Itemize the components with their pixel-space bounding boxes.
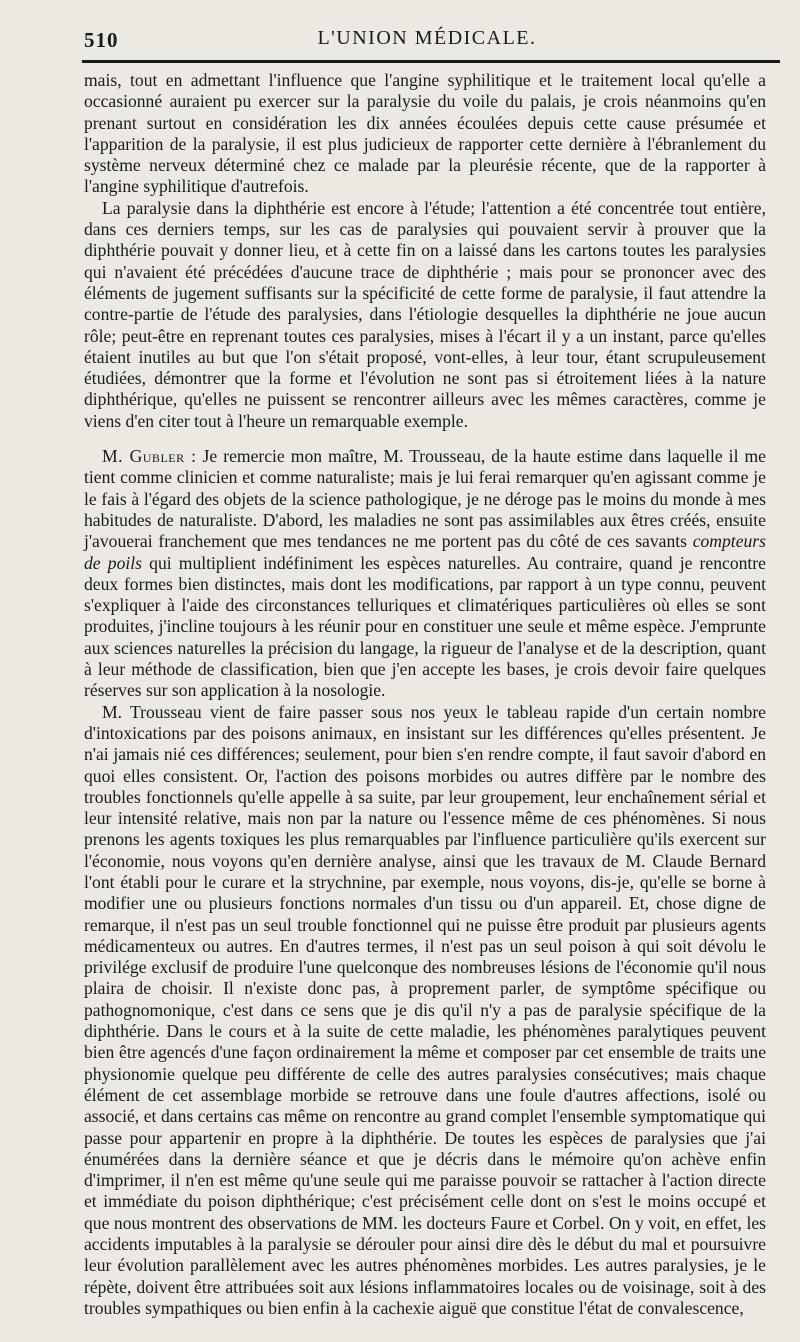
paragraph-4: M. Trousseau vient de faire passer sous nos yeux le tableau rapide d'un certain nombre d'intoxications par des poisons animaux, en insistant sur les différences qu'elles présentent. Je n'ai jamais nié ces différences; seulement, pour bien s'en rendre compte, il faut savoir d'abord en quoi elles consistent. Or, l'action des poisons morbides ou autres diffère par le nombre des troubles fonctionnels qu'elle appelle à sa suite, par leur groupement, leur enchaînement sérial et leur intensité relative, mais non par la nature ou l'essence même de ces phénomènes. Si nous prenons les agents toxiques les plus remarquables par l'influence particulière qu'ils exercent sur l'économie, nous voyons qu'en dernière analyse, ainsi que les travaux de M. Claude Bernard l'ont établi pour le curare et la strychnine, par exemple, nous voyons, dis-je, qu'elle se borne à modifier une ou plusieurs fonctions normales d'un tissu ou d'un appareil. Et, chose digne de remarque, il n'est pas un seul trouble fonctionnel qui ne puisse être produit par plusieurs agents médicamenteux ou autres. En d'autres termes, il n'est pas un seul poison à qui soit dévolu le privilége exclusif de produire l'une quelconque des nombreuses lésions de l'économie qu'il nous plaira de choisir. Il n'existe donc pas, à proprement parler, de symptôme spécifique ou pathognomonique, c'est dans ce sens que je dis qu'il n'y a pas de paralysie spécifique de la diphthérie. Dans le cours et à la suite de cette maladie, les phénomènes paralytiques peuvent bien être agencés d'une façon ordinairement la même et composer par cet ensemble de traits une physionomie quelque peu différente de celle des autres paralysies consécutives; mais chaque élément de cet assemblage morbide se retrouve dans une foule d'autres affections, isolé ou associé, et dans certains cas même on rencontre au grand complet l'ensemble symptomatique qui passe pour appartenir en propre à la diphthérie. De toutes les espèces de paralysies que j'ai énumérées dans la dernière séance et que je décris dans le mémoire qu'on achève enfin d'imprimer, il n'en est même qu'une seule qui me paraisse pouvoir se rattacher à l'action directe et immédiate du poison diphthérique; c'est précisément celle dont on s'est le moins occupé et que nous montrent des observations de MM. les docteurs Faure et Corbel. On y voit, en effet, les accidents imputables à la paralysie se dérouler pour ainsi dire dès le début du mal et poursuivre leur évolution parallèlement avec les autres phénomènes morbides. Les autres paralysies, je le répète, doivent être attribuées soit aux lésions inflammatoires locales ou de voisinage, soit à des troubles sympathiques ou bien enfin à la cachexie aiguë que constitue l'état de convalescence, [84,701,766,1318]
journal-title: L'UNION MÉDICALE. [317,27,537,49]
body-text [84,70,766,1319]
paragraph-1: mais, tout en admettant l'influence que l'angine syphilitique et le traitement local qu'elle a occasionné auraient pu exercer sur la paralysie du voile du palais, je crois néanmoins qu'en prenant surtout en considération les dix années écoulées depuis cette cause présumée et l'apparition de la paralysie, il est plus judicieux de rapporter cette dernière à l'ébranlement du système nerveux déterminé chez ce malade par la pleurésie récente, que de la rapporter à l'angine syphilitique d'autrefois. [84,70,766,197]
page-header [80,22,774,62]
paragraph-2: La paralysie dans la diphthérie est encore à l'étude; l'attention a été concentrée tout entière, dans ces derniers temps, sur les cas de paralysies qui pouvaient servir à prouver que la diphthérie pouvait y donner lieu, et à cette fin on a laissé dans les cartons toutes les paralysies qui n'avaient été précédées d'aucune trace de diphthérie ; mais pour se prononcer avec des éléments de jugement suffisants sur la spécificité de cette forme de paralysie, il faut attendre la contre-partie de l'étude des paralysies, dans l'étiologie desquelles la diphthérie ne joue aucun rôle; peut-être en reprenant toutes ces paralysies, mises à l'écart il y a un instant, parce qu'elles étaient inutiles au but que l'on s'était proposé, vont-elles, à leur tour, étant scrupuleusement étudiées, démontrer que la forme et l'évolution ne sont pas si étroitement liées à la nature diphthérique, qu'elles ne puissent se rencontrer ailleurs avec les mêmes caractères, comme je viens d'en citer tout à l'heure un remarquable exemple. [84,197,766,431]
paragraph-3 [84,446,766,702]
page-number: 510 [84,28,119,52]
header-rule [82,60,780,63]
paragraph-3-text-after: qui multiplient indéfiniment les espèces naturelles. Au contraire, quand je rencontre deux formes bien distinctes, mais dont les modifications, par rapport à un type connu, peuvent s'expliquer à l'aide des circonstances telluriques et climatériques particulières où elles se sont produites, j'incline toujours à les réunir pour en constituer une seule et même espèce. J'emprunte aux sciences naturelles la précision du langage, la rigueur de l'analyse et de la description, quant à leur méthode de classification, bien que j'en accepte les bases, je crois devoir faire quelques réserves sur son application à la nosologie. [84,552,766,701]
paragraph-3-text: Je remercie mon maître, M. Trousseau, de la haute estime dans laquelle il me tient comme clinicien et comme naturaliste; mais je lui ferai remarquer qu'en agissant comme je le fais à l'égard des objets de la science pathologique, je ne déroge pas le moins du monde à mes habitudes de naturaliste. D'abord, les maladies ne sont pas assimilables aux êtres créés, ensuite j'avouerai franchement que mes tendances ne me portent pas du côté de ces savants [84,446,766,552]
speaker-name: M. Gubler : [102,446,197,467]
italic-phrase: compteurs de poils [84,531,766,573]
